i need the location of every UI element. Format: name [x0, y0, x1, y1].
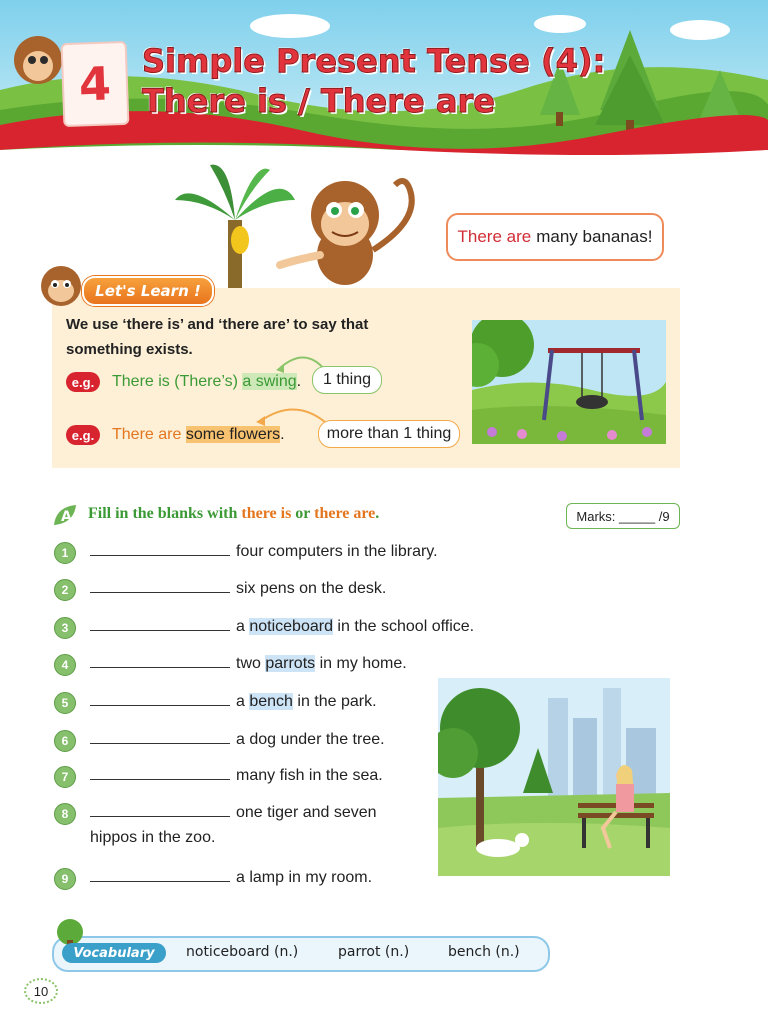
- speech-bubble-highlight: There are: [457, 227, 532, 246]
- vocab-word-parrot: parrot (n.): [338, 944, 410, 960]
- chapter-title-line2: There is / There are: [142, 82, 495, 120]
- monkey-banana-tree-illustration: [170, 160, 450, 290]
- question-number: 7: [54, 766, 76, 788]
- question-text: in the park.: [292, 693, 377, 710]
- answer-blank[interactable]: [90, 867, 230, 882]
- example1-before: There is (There’s): [112, 373, 243, 390]
- answer-blank[interactable]: [90, 729, 230, 744]
- instruction-period: .: [375, 505, 380, 522]
- vocabulary-highlight: noticeboard: [249, 618, 333, 635]
- example2-note: more than 1 thing: [318, 420, 460, 448]
- question-row: [90, 765, 383, 785]
- question-number: 4: [54, 654, 76, 676]
- question-row: [90, 691, 377, 711]
- question-text-before: a: [236, 693, 250, 710]
- question-number: 2: [54, 579, 76, 601]
- instruction-option1: there is: [241, 505, 292, 522]
- answer-blank[interactable]: [90, 653, 230, 668]
- answer-blank[interactable]: [90, 541, 230, 556]
- instruction-prefix: Fill in the blanks with: [88, 505, 242, 522]
- question-text: in my home.: [315, 655, 407, 672]
- park-swing-picture: [472, 320, 666, 444]
- monkey-mascot-icon: [36, 262, 86, 310]
- vocabulary-highlight: parrots: [265, 655, 316, 672]
- learn-rule-line1: We use ‘there is’ and ‘there are’ to say that: [66, 316, 369, 333]
- chapter-title-line1: Simple Present Tense (4):: [142, 42, 606, 80]
- question-number: 3: [54, 617, 76, 639]
- question-number: 6: [54, 730, 76, 752]
- question-text-continuation: hippos in the zoo.: [90, 829, 216, 846]
- example1-note: 1 thing: [312, 366, 382, 394]
- speech-bubble-text: many bananas!: [536, 227, 653, 246]
- question-row: [90, 616, 474, 636]
- answer-blank[interactable]: [90, 578, 230, 593]
- lets-learn-tag: Let's Learn !: [82, 276, 214, 306]
- answer-blank[interactable]: [90, 616, 230, 631]
- marks-box: Marks: _____ /9: [566, 503, 680, 529]
- example2-after: .: [280, 426, 285, 443]
- question-text: four computers in the library.: [236, 543, 438, 560]
- page-number: 10: [24, 978, 58, 1004]
- eg-badge: e.g.: [66, 372, 100, 392]
- question-number: 1: [54, 542, 76, 564]
- instruction-option2: there are: [314, 505, 376, 522]
- example2-arrow: [250, 400, 330, 428]
- question-text: six pens on the desk.: [236, 580, 387, 597]
- park-bench-picture: [438, 678, 670, 876]
- question-text: one tiger and seven: [236, 804, 377, 821]
- example2-sentence: [112, 426, 285, 444]
- vocab-word-bench: bench (n.): [448, 944, 520, 960]
- answer-blank[interactable]: [90, 691, 230, 706]
- example2-highlight: some flowers: [185, 426, 281, 443]
- question-row: [90, 867, 372, 887]
- speech-bubble: [446, 213, 664, 261]
- learn-rule-line2: something exists.: [66, 341, 193, 358]
- instruction-or: or: [291, 505, 315, 522]
- question-number: 5: [54, 692, 76, 714]
- question-text: many fish in the sea.: [236, 767, 383, 784]
- question-text: a lamp in my room.: [236, 869, 373, 886]
- question-row: [90, 578, 386, 598]
- question-row: [90, 729, 385, 749]
- question-text: in the school office.: [332, 618, 475, 635]
- vocabulary-tag: Vocabulary: [62, 943, 166, 963]
- eg-badge: e.g.: [66, 425, 100, 445]
- question-row: [90, 541, 438, 561]
- question-number: 9: [54, 868, 76, 890]
- answer-blank[interactable]: [90, 765, 230, 780]
- vocab-word-noticeboard: noticeboard (n.): [186, 944, 299, 960]
- question-row: [90, 653, 407, 673]
- svg-text:A: A: [61, 509, 72, 525]
- question-text-before: a: [236, 618, 250, 635]
- chapter-number-badge: 4: [61, 41, 130, 127]
- example1-after: .: [296, 373, 302, 390]
- vocabulary-highlight: bench: [249, 693, 293, 710]
- example1-highlight: a swing: [242, 373, 297, 390]
- question-text-before: two: [236, 655, 266, 672]
- answer-blank[interactable]: [90, 802, 230, 817]
- section-a-leaf-icon: [52, 503, 78, 527]
- section-a-instruction: [88, 505, 379, 523]
- question-text: a dog under the tree.: [236, 731, 385, 748]
- example2-before: There are: [112, 426, 186, 443]
- question-row: [90, 802, 377, 822]
- question-number: 8: [54, 803, 76, 825]
